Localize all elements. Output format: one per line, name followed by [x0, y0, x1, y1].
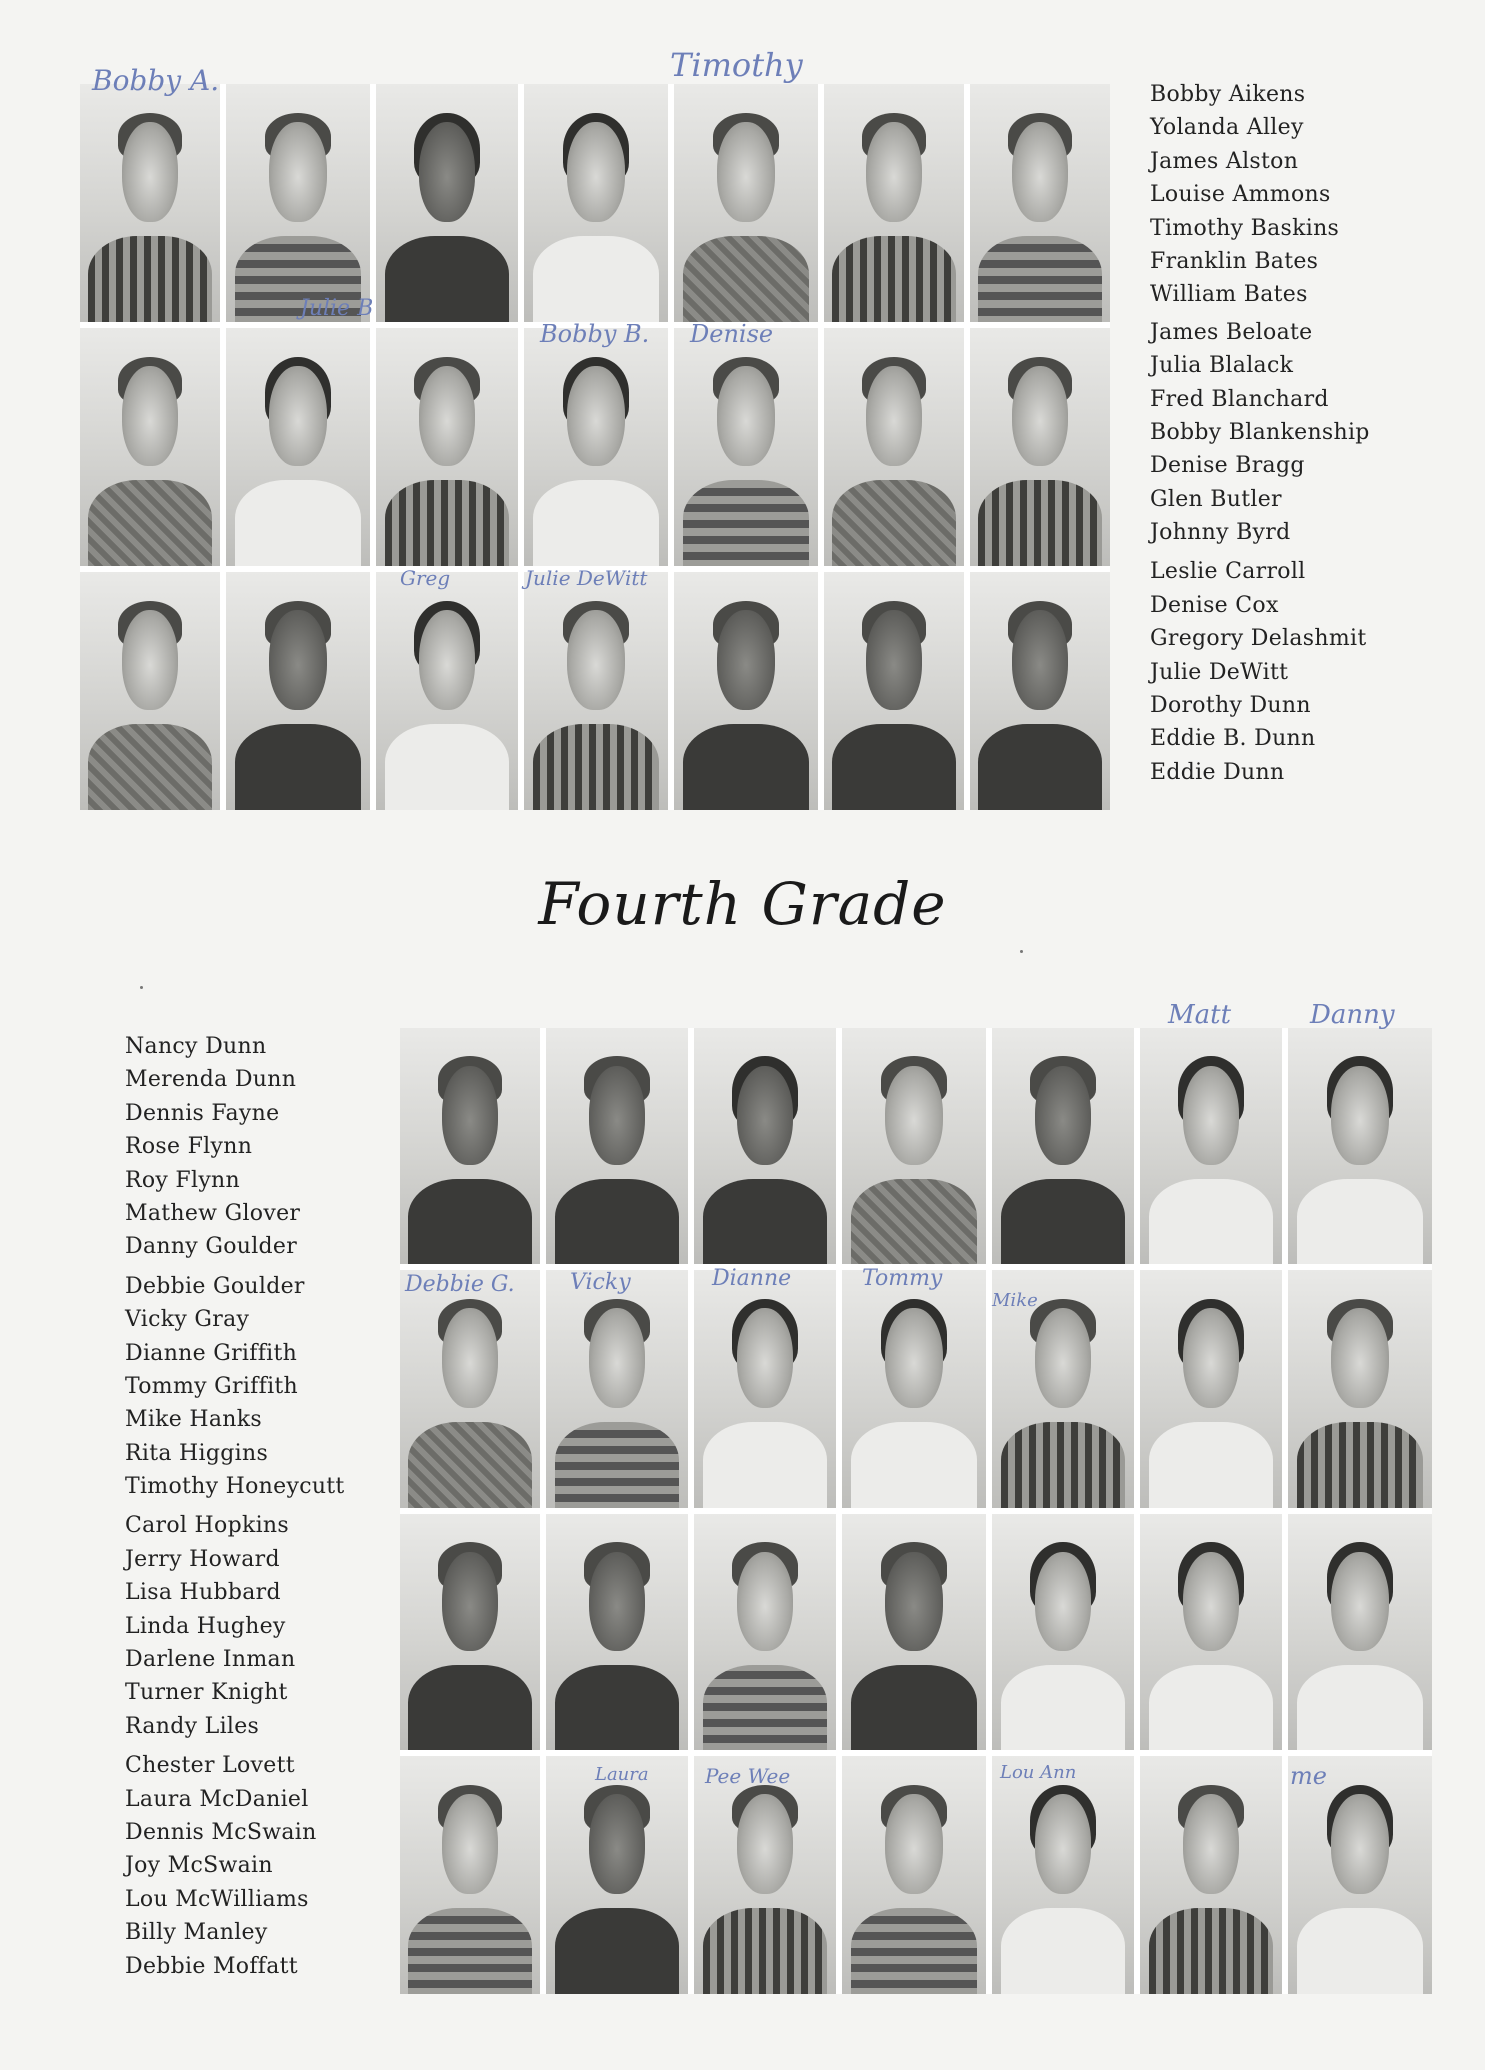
student-photo	[970, 328, 1110, 566]
student-photo	[694, 1028, 836, 1264]
student-name: Joy McSwain	[125, 1853, 273, 1879]
student-photo	[824, 328, 964, 566]
student-name: Julia Blalack	[1150, 353, 1294, 379]
student-photo	[694, 1756, 836, 1994]
student-photo	[1140, 1514, 1282, 1750]
student-name: Turner Knight	[125, 1680, 288, 1706]
handwritten-note: Tommy	[862, 1266, 943, 1291]
top-photo-grid	[80, 84, 1110, 810]
student-photo	[842, 1270, 986, 1508]
handwritten-note: Pee Wee	[705, 1764, 791, 1788]
handwritten-note: Julie B	[300, 296, 374, 321]
student-photo	[80, 84, 220, 322]
student-photo	[546, 1514, 688, 1750]
handwritten-note: Timothy	[670, 46, 803, 84]
student-photo	[400, 1514, 540, 1750]
student-photo	[1288, 1756, 1432, 1994]
student-name: Randy Liles	[125, 1713, 260, 1739]
student-name: Timothy Baskins	[1150, 215, 1340, 241]
student-name: Rita Higgins	[125, 1440, 269, 1466]
student-name: Denise Cox	[1150, 592, 1279, 618]
student-name: Lou McWilliams	[125, 1886, 309, 1912]
paper-speck	[140, 986, 143, 989]
student-photo	[546, 1270, 688, 1508]
student-name: Linda Hughey	[125, 1613, 286, 1639]
section-title: Fourth Grade	[538, 870, 947, 938]
student-name: Vicky Gray	[125, 1307, 250, 1333]
student-photo	[992, 1514, 1134, 1750]
handwritten-note: Mike	[992, 1290, 1038, 1311]
student-photo	[524, 84, 668, 322]
handwritten-note: Vicky	[570, 1270, 631, 1295]
student-photo	[674, 328, 818, 566]
student-name: Eddie Dunn	[1150, 759, 1285, 785]
student-name: Mathew Glover	[125, 1200, 301, 1226]
paper-speck	[1020, 950, 1023, 953]
student-photo	[1288, 1270, 1432, 1508]
student-photo	[842, 1756, 986, 1994]
student-name: Nancy Dunn	[125, 1034, 267, 1059]
student-photo	[694, 1514, 836, 1750]
student-photo	[842, 1514, 986, 1750]
student-photo	[694, 1270, 836, 1508]
student-name: Julie DeWitt	[1150, 659, 1289, 685]
student-photo	[376, 572, 518, 810]
student-name: Timothy Honeycutt	[125, 1474, 345, 1500]
handwritten-note: Denise	[690, 320, 774, 348]
student-photo	[226, 84, 370, 322]
student-name: Danny Goulder	[125, 1234, 298, 1260]
student-photo	[842, 1028, 986, 1264]
student-photo	[1140, 1028, 1282, 1264]
handwritten-note: Greg	[400, 566, 451, 590]
student-name: Denise Bragg	[1150, 453, 1305, 479]
handwritten-note: Julie DeWitt	[525, 566, 648, 590]
student-name: James Alston	[1150, 148, 1299, 174]
student-photo	[674, 572, 818, 810]
student-photo	[1140, 1270, 1282, 1508]
handwritten-note: Matt	[1168, 1000, 1232, 1030]
student-name: Lisa Hubbard	[125, 1580, 281, 1606]
student-name: Rose Flynn	[125, 1134, 253, 1160]
handwritten-note: me	[1290, 1762, 1327, 1790]
student-photo	[824, 572, 964, 810]
student-name: Mike Hanks	[125, 1407, 262, 1433]
student-photo	[376, 328, 518, 566]
student-photo	[400, 1270, 540, 1508]
student-name: Yolanda Alley	[1150, 115, 1304, 141]
handwritten-note: Bobby B.	[540, 320, 650, 348]
student-photo	[970, 84, 1110, 322]
student-photo	[226, 572, 370, 810]
student-photo	[992, 1756, 1134, 1994]
student-name: Carol Hopkins	[125, 1513, 289, 1539]
student-name: Merenda Dunn	[125, 1067, 297, 1093]
bottom-photo-grid	[400, 1028, 1432, 1994]
student-name: Glen Butler	[1150, 486, 1282, 512]
student-name: Dennis Fayne	[125, 1100, 280, 1126]
student-photo	[524, 572, 668, 810]
student-name: Franklin Bates	[1150, 248, 1319, 274]
student-name: Roy Flynn	[125, 1167, 240, 1193]
student-name: Eddie B. Dunn	[1150, 726, 1316, 752]
student-name: Leslie Carroll	[1150, 559, 1306, 585]
student-name: Billy Manley	[125, 1920, 268, 1946]
student-photo	[546, 1028, 688, 1264]
student-photo	[1288, 1028, 1432, 1264]
student-photo	[546, 1756, 688, 1994]
handwritten-note: Danny	[1310, 1000, 1395, 1030]
handwritten-note: Bobby A.	[92, 64, 220, 97]
student-name: Bobby Blankenship	[1150, 419, 1370, 445]
bottom-name-list	[125, 1030, 345, 1983]
student-photo	[824, 84, 964, 322]
student-name: Johnny Byrd	[1150, 520, 1291, 546]
student-photo	[80, 572, 220, 810]
student-name: Laura McDaniel	[125, 1786, 309, 1812]
student-photo	[970, 572, 1110, 810]
student-name: Darlene Inman	[125, 1647, 296, 1673]
student-name: William Bates	[1150, 282, 1308, 308]
top-name-list	[1150, 78, 1370, 789]
handwritten-note: Lou Ann	[1000, 1762, 1077, 1783]
student-name: Tommy Griffith	[125, 1373, 299, 1399]
student-name: Dennis McSwain	[125, 1819, 317, 1845]
student-photo	[400, 1756, 540, 1994]
student-name: James Beloate	[1150, 319, 1313, 345]
student-photo	[1288, 1514, 1432, 1750]
handwritten-note: Debbie G.	[405, 1272, 515, 1297]
student-photo	[400, 1028, 540, 1264]
student-photo	[80, 328, 220, 566]
handwritten-note: Dianne	[712, 1266, 792, 1291]
student-name: Dianne Griffith	[125, 1340, 298, 1366]
student-name: Bobby Aikens	[1150, 82, 1306, 107]
student-name: Gregory Delashmit	[1150, 626, 1367, 652]
student-photo	[226, 328, 370, 566]
student-name: Dorothy Dunn	[1150, 693, 1311, 719]
student-name: Debbie Goulder	[125, 1273, 305, 1299]
student-photo	[524, 328, 668, 566]
student-photo	[376, 84, 518, 322]
student-name: Debbie Moffatt	[125, 1953, 298, 1979]
student-name: Fred Blanchard	[1150, 386, 1329, 412]
student-photo	[1140, 1756, 1282, 1994]
handwritten-note: Laura	[595, 1764, 649, 1785]
student-name: Louise Ammons	[1150, 182, 1331, 208]
student-photo	[674, 84, 818, 322]
student-name: Jerry Howard	[125, 1546, 280, 1572]
student-photo	[992, 1028, 1134, 1264]
student-name: Chester Lovett	[125, 1753, 295, 1779]
